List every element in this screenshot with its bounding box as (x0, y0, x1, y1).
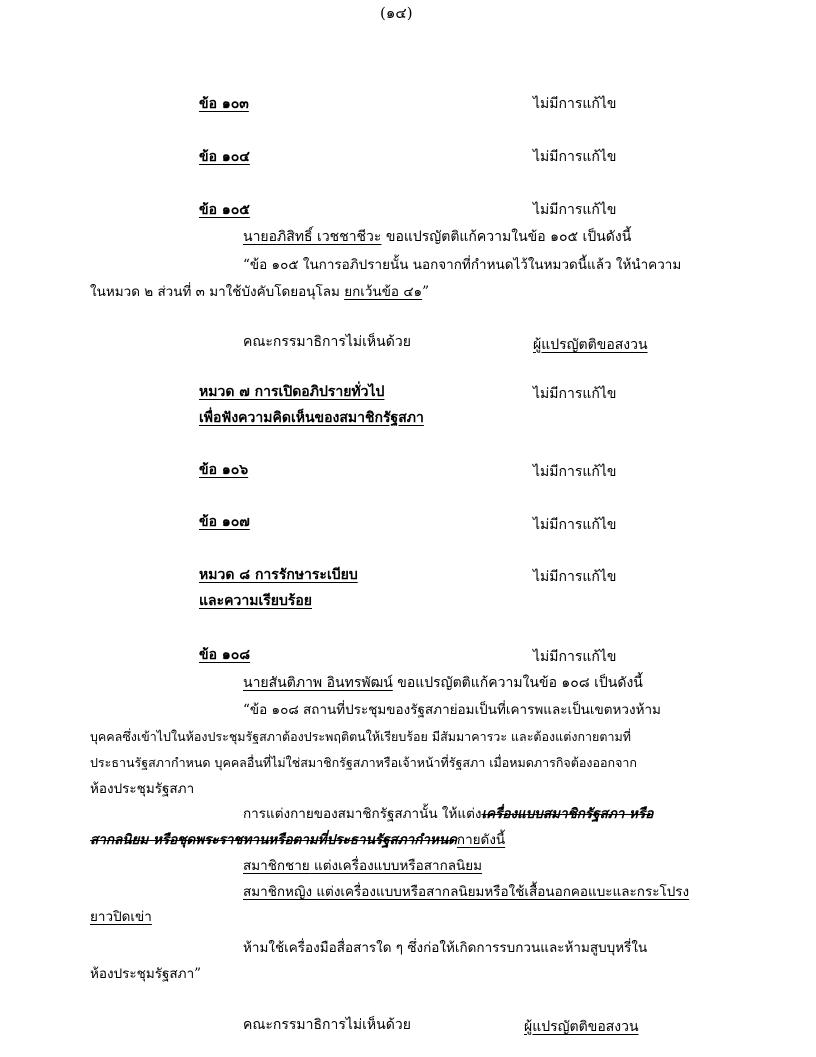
amendment-108-para-2-line-1 (243, 808, 653, 822)
amendment-108-male-b: แต่งเครื่องแบบหรือสากลนิยม (309, 858, 483, 874)
amendment-108-male-a: สมาชิกชาย (243, 858, 310, 874)
section-104-label: ข้อ ๑๐๔ (199, 149, 250, 165)
amendment-108-para-3-line-2: ห้องประชุมรัฐสภา” (90, 966, 202, 982)
section-108-label: ข้อ ๑๐๘ (199, 647, 251, 663)
section-106-status: ไม่มีการแก้ไข (533, 464, 617, 480)
amendment-108-female-a: สมาชิกหญิง (243, 884, 313, 900)
amendment-105-quote-line-1: “ข้อ ๑๐๕ ในการอภิปรายนั้น นอกจากที่กำหนดไว้ในหมวดนี้แล้ว ให้นำความ (243, 257, 682, 273)
amendment-108-para-1-line-4: ห้องประชุมรัฐสภา (90, 781, 195, 797)
chapter-8-status: ไม่มีการแก้ไข (533, 569, 617, 585)
amendment-108-para-3-line-1: ห้ามใช้เครื่องมือสื่อสารใด ๆ ซึ่งก่อให้เกิดการรบกวนและห้ามสูบบุหรี่ใน (243, 940, 648, 956)
chapter-7-title-line-2: เพื่อฟังความคิดเห็นของสมาชิกรัฐสภา (199, 410, 424, 426)
section-106-label: ข้อ ๑๐๖ (199, 462, 249, 478)
amendment-105-quote-line-2 (90, 286, 429, 300)
amendment-108-struck-text-2: สากลนิยม หรือชุดพระราชทานหรือตามที่ประธานรัฐสภากำหนด (90, 832, 457, 848)
chapter-7-status: ไม่มีการแก้ไข (533, 386, 617, 402)
amendment-108-reserve: ผู้แปรญัตติขอสงวน (524, 1019, 639, 1035)
section-108-status: ไม่มีการแก้ไข (533, 649, 617, 665)
amendment-105-committee: คณะกรรมาธิการไม่เห็นด้วย (243, 334, 411, 350)
amendment-105-proposer: นายอภิสิทธิ์ เวชชาชีวะ (243, 229, 382, 245)
amendment-108-female-b: แต่งเครื่องแบบหรือสากลนิยมหรือใช้เสื้อนอกคอแบะและกระโปรง (312, 884, 690, 900)
amendment-108-para-2-line-2 (90, 834, 505, 848)
section-105-label: ข้อ ๑๐๕ (199, 202, 250, 218)
section-103-label: ข้อ ๑๐๓ (199, 96, 249, 112)
amendment-108-intro-text: ขอแปรญัตติแก้ความในข้อ ๑๐๘ เป็นดังนี้ (397, 675, 643, 691)
amendment-108-para-2-line-2-b: กายดังนี้ (456, 832, 506, 848)
amendment-105-quote-line-2-a: ในหมวด ๒ ส่วนที่ ๓ มาใช้บังคับโดยอนุโลม (90, 284, 340, 300)
amendment-105-reserve: ผู้แปรญัตติขอสงวน (533, 337, 648, 353)
section-107-status: ไม่มีการแก้ไข (533, 517, 617, 533)
chapter-8-title-line-1: หมวด ๘ การรักษาระเบียบ (199, 567, 358, 583)
chapter-7-title-line-1: หมวด ๗ การเปิดอภิปรายทั่วไป (199, 384, 385, 400)
amendment-108-para-1-line-3: ประธานรัฐสภากำหนด บุคคลอื่นที่ไม่ใช่สมาชิกรัฐสภาหรือเจ้าหน้าที่รัฐสภา เมื่อหมดภารกิจต้องออกจาก (90, 755, 637, 770)
amendment-105-intro (243, 230, 631, 244)
section-103-status: ไม่มีการแก้ไข (533, 96, 617, 112)
chapter-8-title-line-2: และความเรียบร้อย (199, 593, 312, 609)
amendment-108-male-line (243, 860, 482, 874)
amendment-108-committee: คณะกรรมาธิการไม่เห็นด้วย (243, 1017, 411, 1033)
amendment-108-struck-text-1: เครื่องแบบสมาชิกรัฐสภา หรือ (481, 806, 654, 822)
amendment-105-quote-line-2-b: ยกเว้นข้อ ๔๑ (344, 284, 423, 300)
amendment-108-para-1-line-1: “ข้อ ๑๐๘ สถานที่ประชุมของรัฐสภาย่อมเป็นที่เคารพและเป็นเขตหวงห้าม (243, 702, 661, 718)
section-107-label: ข้อ ๑๐๗ (199, 514, 250, 530)
amendment-108-intro (243, 676, 643, 690)
section-104-status: ไม่มีการแก้ไข (533, 149, 617, 165)
amendment-108-para-1-line-2: บุคคลซึ่งเข้าไปในห้องประชุมรัฐสภาต้องประพฤติตนให้เรียบร้อย มีสัมมาคารวะ และต้องแต่งกายตามที่ (90, 729, 631, 744)
page-number: (๑๔) (380, 4, 413, 22)
section-105-status: ไม่มีการแก้ไข (533, 202, 617, 218)
amendment-105-quote-line-2-c: ” (422, 284, 430, 300)
amendment-108-female-c: ยาวปิดเข่า (90, 909, 152, 925)
amendment-108-para-2-line-1-a: การแต่งกายของสมาชิกรัฐสภานั้น ให้แต่ง (243, 806, 482, 822)
amendment-108-proposer: นายสันติภาพ อินทรพัฒน์ (243, 675, 393, 691)
amendment-108-female-line (243, 886, 689, 900)
amendment-105-intro-text: ขอแปรญัตติแก้ความในข้อ ๑๐๕ เป็นดังนี้ (385, 229, 632, 245)
